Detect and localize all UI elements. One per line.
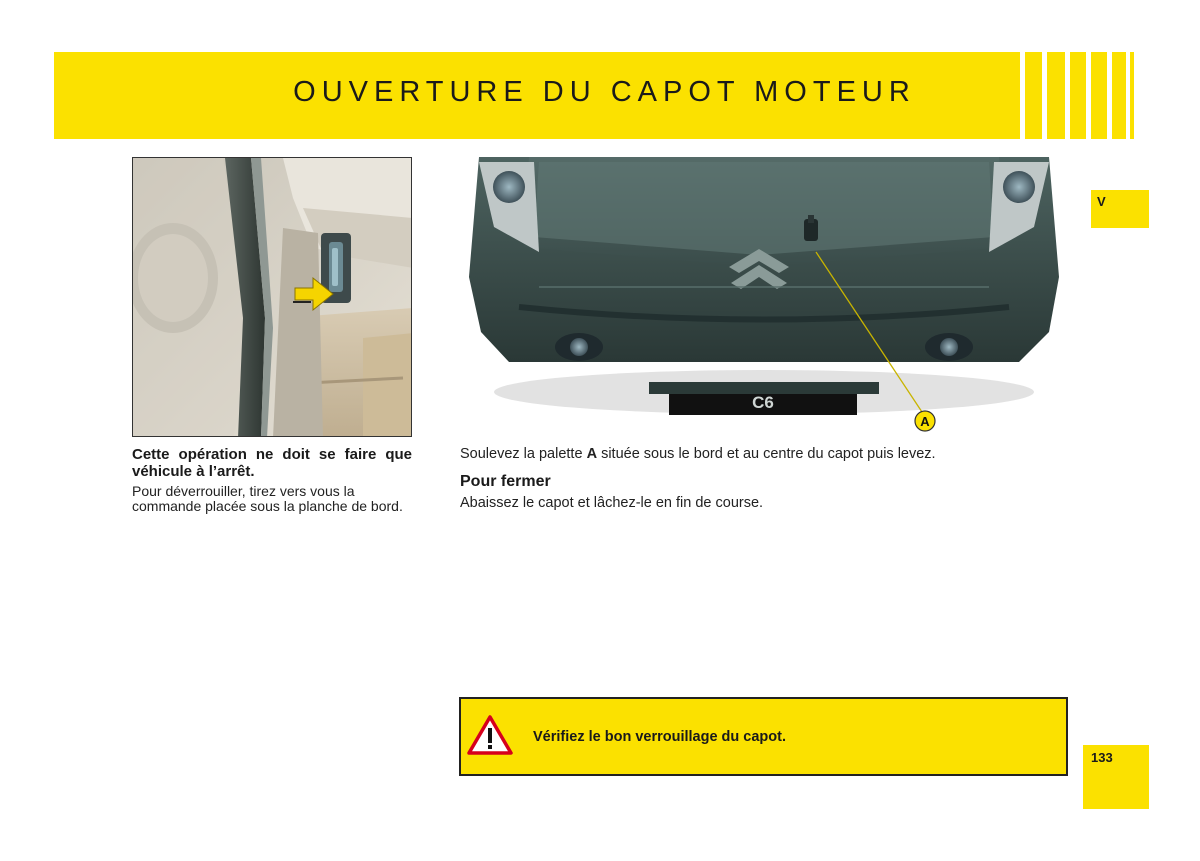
- car-front-illustration: [459, 157, 1068, 433]
- caution-caption: Cette opération ne doit se faire que véhicule à l’arrêt.: [132, 446, 412, 480]
- unlock-instruction: Pour déverrouiller, tirez vers vous la commande placée sous la planche de bord.: [132, 483, 403, 514]
- car-front-photo: [459, 157, 1068, 433]
- interior-release-illustration: [133, 158, 412, 437]
- interior-release-photo: [132, 157, 412, 437]
- license-plate-text: C6: [752, 393, 774, 412]
- warning-text: Vérifiez le bon verrouillage du capot.: [533, 729, 786, 745]
- open-instruction-end: située sous le bord et au centre du capot puis levez.: [597, 446, 936, 462]
- callout-label: A: [920, 414, 930, 429]
- page-number: 133: [1091, 750, 1113, 765]
- open-instruction-start: Soulevez la palette: [460, 446, 587, 462]
- warning-triangle-icon: [467, 714, 513, 756]
- close-instruction: Abaissez le capot et lâchez-le en fin de course.: [460, 495, 764, 511]
- close-subheading: Pour fermer: [460, 473, 551, 490]
- open-instruction: [460, 445, 1080, 463]
- open-instruction-label: A: [586, 446, 598, 462]
- chapter-label: V: [1097, 194, 1106, 209]
- page-title: OUVERTURE DU CAPOT MOTEUR: [293, 76, 916, 108]
